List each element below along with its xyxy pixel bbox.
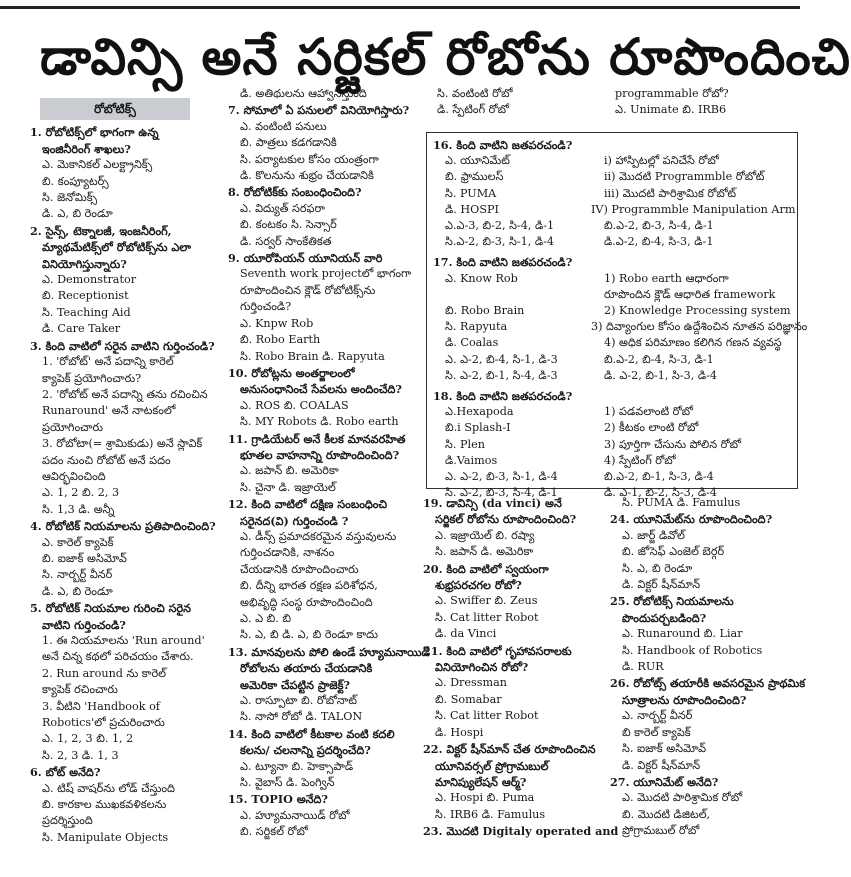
- option-line: సి. ఎ, బి రెండూ: [622, 561, 693, 575]
- answer-option: ఎ.ఎ-3, బి-2, సి-4, డి-1: [445, 219, 555, 233]
- match-right: ii) మొదటి Programmble రోబోట్: [603, 170, 765, 184]
- option-line: గుర్తించండి?: [240, 300, 292, 314]
- option-line: క్యాపెక్ ప్రయోగించారు?: [42, 371, 142, 385]
- answer-option: ఎ. ఎ-2, బి-3, సి-1, డి-4: [445, 470, 558, 484]
- option-line: సి. పర్యాటకుల కోసం యంత్రంగా: [240, 152, 379, 166]
- option-line: ఎ. నార్బర్ట్ వీనర్: [622, 709, 693, 723]
- option-line: బి. సర్జికల్ రోబో: [240, 825, 308, 839]
- question-line: 26. రోబోట్స్ తయారీకి అవసరమైన ప్రాథమిక: [610, 676, 806, 691]
- answer-option: సి. ఎ-2, బి-1, సి-4, డి-3: [445, 368, 558, 382]
- match-row: [433, 453, 791, 469]
- question-line: 24. యూనిమేట్‌ను రూపొందించింది?: [610, 512, 773, 527]
- section-title: రోబోటిక్స్: [40, 98, 190, 120]
- option-line: సి. Cat litter Robot: [435, 709, 539, 723]
- option-line: సి. వంటింటి రోబో: [437, 87, 513, 100]
- option-line: ఎ. ఇజ్రాయెల్ బి. రష్యా: [435, 528, 535, 542]
- option-line: Robotics'లో ప్రచురించారు: [42, 716, 165, 730]
- question-line: శుభ్రపరచగల రోబో?: [435, 578, 522, 593]
- question-line: యూనివర్సల్ ప్రోగ్రామబుల్: [435, 758, 549, 773]
- question-line: 22. విక్టర్ షీన్‌మాన్ చేత రూపొందించిన: [423, 742, 596, 757]
- match-right: 3) పూర్తిగా చేసును పోలిన రోబో: [603, 437, 742, 451]
- question-line: 2. సైన్స్, టెక్నాలజీ, ఇంజనీరింగ్,: [30, 223, 172, 238]
- column-1: [30, 96, 226, 846]
- option-line: సి. Teaching Aid: [42, 305, 131, 319]
- question-line: 8. రోబోటిక్‌కు సంబంధించింది?: [228, 185, 362, 200]
- option-line: ఎ. 1, 2 బి. 2, 3: [42, 486, 120, 500]
- option-line: ఎ. ఎ బి. బి: [240, 612, 291, 625]
- option-line: క్యాపెక్ రచించారు: [42, 683, 118, 697]
- option-line: సి. నాసో రోబో డి. TALON: [240, 710, 363, 724]
- option-line: ఎ. Hospi బి. Puma: [435, 791, 535, 805]
- option-line: Seventh work projectలో భాగంగా: [240, 267, 412, 281]
- match-left: ఎ. యూనిమేట్: [445, 154, 510, 168]
- question-line: మానిప్యులేషన్ ఆర్మ్?: [435, 774, 527, 789]
- match-left: సి. Plen: [445, 437, 485, 451]
- match-left: డి.Vaimos: [445, 453, 498, 467]
- option-line: సి. జపాన్ డి. అమెరికా: [435, 545, 534, 559]
- match-row: [433, 420, 791, 436]
- match-row: [433, 303, 791, 319]
- question-line: 5. రోబోటిక్ నియమాల గురించి సరైన: [30, 601, 191, 616]
- option-line: డి. విక్టర్ షీన్‌మాన్: [622, 578, 701, 592]
- option-line: సి. Handbook of Robotics: [622, 643, 763, 657]
- option-line: డి. ఎ, బి రెండూ: [42, 584, 113, 598]
- option-line: బి. మొదటి డిజిటల్,: [622, 807, 711, 821]
- question-line: వాటిని గుర్తించండి?: [42, 617, 126, 632]
- option-line: 3. రోబోటా(= శ్రామికుడు) అనే స్లావిక్: [42, 437, 203, 451]
- question-line: 14. కింది వాటిలో కీటకాల వంటి కదలి: [228, 726, 395, 741]
- option-line: బి. జోసెఫ్ ఎంజెల్ బెర్గర్: [622, 545, 725, 559]
- option-line: 2. 'రోబోట్ అనే పదాన్ని తను రచించిన: [42, 387, 208, 401]
- option-line: సి. Cat litter Robot: [435, 610, 539, 624]
- option-line: ఎ. మెకానికల్ ఎలక్ట్రానిక్స్: [42, 158, 153, 172]
- answer-options-row: [433, 368, 791, 384]
- question-line: పొందుపర్చబడింది?: [622, 610, 707, 625]
- match-left: బి.i Splash-I: [445, 421, 511, 435]
- option-line: సి. 1,3 డి. అన్నీ: [42, 502, 115, 516]
- option-line: సి. జెనోమిక్స్: [42, 191, 98, 205]
- option-line: బి. పాత్రలు కడగడానికి: [240, 136, 337, 150]
- match-left: డి. Coalas: [445, 336, 499, 350]
- question-line: 15. TOPIO అనేది?: [228, 792, 328, 807]
- answer-option: డి. ఎ-2, బి-1, సి-3, డి-4: [603, 368, 718, 382]
- option-line: సి. ఐజాక్ అసిమోవ్: [622, 742, 707, 756]
- option-line: ఎ. కారెల్ క్యాపెక్: [42, 535, 114, 549]
- question-line: 16. కింది వాటిని జతపరచండి?: [433, 138, 573, 152]
- option-line: సి. IRB6 డి. Famulus: [435, 807, 546, 821]
- option-line: బి కారెల్ క్యాపెక్: [622, 725, 691, 739]
- option-line: డి. Hospi: [435, 725, 484, 739]
- option-line: గుర్తించడానికి, నాశనం: [240, 546, 335, 560]
- match-left: ఎ.Hexapoda: [445, 405, 514, 419]
- question-line: 18. కింది వాటిని జతపరచండి?: [433, 389, 573, 404]
- match-right: 1) Robo earth ఆధారంగా: [603, 271, 729, 285]
- question-line: ఇంజినీరింగ్ శాఖలు?: [42, 141, 131, 156]
- answer-option: బి.ఎ-2, బి-4, సి-3, డి-1: [603, 352, 714, 366]
- option-line: ఎ. రాస్పూటా బి. రోబోనాట్: [240, 694, 357, 708]
- option-line: సి. PUMA డి. Famulus: [622, 496, 741, 509]
- question-line: 21. కింది వాటిలో గృహావసరాలకు: [423, 643, 572, 658]
- match-left: [433, 287, 604, 303]
- option-line: బి. దీన్ని భారత రక్షణ పరిశోధన,: [240, 579, 378, 593]
- option-line: ఎ. Swiffer బి. Zeus: [435, 594, 538, 608]
- match-right: రూపొందిన క్లౌడ్ ఆధారిత framework: [603, 287, 776, 301]
- option-line: చేయడానికి రూపొందించారు: [240, 562, 359, 576]
- option-line: బి. కంప్యూటర్స్: [42, 174, 109, 188]
- question-line: 3. కింది వాటిలో సరైన వాటిని గుర్తించండి?: [30, 338, 215, 353]
- option-line: సి. నార్బర్ట్ వీనర్: [42, 568, 113, 582]
- option-line: పదం నుంచి రోబోట్ అనే పదం: [42, 453, 171, 467]
- option-line: ఎ. హ్యూమనాయిడ్ రోబో: [240, 808, 350, 822]
- question-line: వినియోగిస్తున్నారు?: [42, 256, 127, 271]
- match-row: [433, 404, 791, 420]
- match-right: 4) అధిక పరిమాణం కలిగిన గణన వ్యవస్థ: [603, 336, 782, 350]
- option-line: డి. da Vinci: [435, 627, 497, 641]
- option-line: ప్రోగ్రామబుల్ రోబో: [622, 824, 700, 838]
- match-right: IV) Programmble Manipulation Arm: [591, 202, 796, 216]
- question-line: అమెరికా చేపట్టిన ప్రాజెక్ట్?: [240, 677, 350, 692]
- match-right: iii) మొదటి పారిశ్రామిక రోబోట్: [603, 186, 736, 200]
- option-line: Runaround' అనే నాటకంలో: [42, 404, 176, 418]
- option-line: సి. MY Robots డి. Robo earth: [240, 415, 399, 429]
- option-line: బి. కంటకం సి. సెన్సార్: [240, 218, 337, 232]
- option-line: డి. కొలనును శుభ్రం చేయడానికి: [240, 169, 374, 183]
- option-line: బి. Receptionist: [42, 289, 129, 303]
- option-line: ఎ. Knpw Rob: [240, 316, 314, 330]
- option-line: ఎ. Demonstrator: [42, 273, 137, 287]
- question-line: 1. రోబోటిక్స్‌లో భాగంగా ఉన్న: [30, 125, 159, 140]
- match-right: 2) కీటకం లాంటి రోబో: [603, 421, 699, 435]
- match-left: సి. PUMA: [445, 186, 497, 200]
- answer-options-row: [433, 218, 791, 234]
- column-3-top: [425, 86, 795, 119]
- option-line: డి. స్పేటింగ్ రోబో: [437, 103, 510, 117]
- option-line: డి. విక్టర్ షీన్‌మాన్: [622, 758, 701, 772]
- match-row: [433, 271, 791, 287]
- question-line: సూత్రాలను రూపొందించింది?: [622, 692, 747, 707]
- question-line: 11. గ్రాడియేటర్ అనే కీలక మానవరహిత: [228, 431, 406, 446]
- match-row: [433, 287, 791, 303]
- match-right: 1) పడవలాంటి రోబో: [603, 405, 694, 419]
- question-line: రోబోలను తయారు చేయడానికి: [240, 661, 373, 676]
- option-line: సి. వైబాస్ డి. పెంగ్విన్: [240, 776, 335, 790]
- match-left: ఎ. Know Rob: [445, 271, 518, 285]
- option-line: ప్రదర్శిస్తుంది: [42, 814, 93, 828]
- option-line: ఎ. వంటింటి పనులు: [240, 119, 327, 133]
- answer-options-row: [433, 352, 791, 368]
- question-line: 17. కింది వాటిని జతపరచండి?: [433, 255, 573, 270]
- match-right: 3) దివ్యాంగుల కోసం ఉద్దేశించిన నూతన పరిజ్ఞానం: [591, 320, 808, 334]
- option-line: 3. వీటిని 'Handbook of: [42, 699, 160, 713]
- option-line: బి. కారకాల ముఖకవళికలను: [42, 798, 167, 812]
- option-line: సి. ఎ, బి డి. ఎ, బి రెండూ కాదు: [240, 628, 378, 642]
- match-left: డి. HOSPI: [445, 202, 499, 216]
- match-row: [433, 153, 791, 169]
- answer-options-row: [433, 234, 791, 250]
- question-line: మ్యాథమేటిక్స్‌లో రోబోటిక్స్‌ను ఎలా: [42, 240, 192, 255]
- option-line: అనే చిన్న కథలో పరిచయం చేశారు.: [42, 650, 194, 664]
- question-line: భూతల వాహనాన్ని రూపొందించింది?: [240, 447, 400, 462]
- question-line: 25. రోబోటిక్స్ నియమాలను: [610, 594, 734, 609]
- answer-option: సి. ఎ-2, బి-3, సి-4, డి-1: [445, 486, 558, 500]
- match-row: [433, 335, 791, 351]
- question-line: 20. కింది వాటిలో స్వయంగా: [423, 561, 549, 576]
- question-line: 27. యూనిమేట్ అనేది?: [610, 774, 719, 789]
- question-line: వినియోగించిన రోబో?: [435, 660, 529, 675]
- question-line: సరైనద(వి) గుర్తించండి ?: [240, 513, 349, 528]
- option-line: డి. RUR: [622, 660, 664, 674]
- option-line: ఎ. ROS బి. COALAS: [240, 398, 349, 412]
- answer-option: ఎ. ఎ-2, బి-4, సి-1, డి-3: [445, 352, 558, 366]
- option-line: డి. సర్వర్ సాంకేతికత: [240, 234, 332, 248]
- column-5: [610, 495, 806, 840]
- page-headline: డావిన్సి అనే సర్జికల్ రోబోను రూపొందించి: [40, 28, 851, 86]
- option-line: డి. Care Taker: [42, 322, 121, 336]
- answer-option: డి.ఎ-2, బి-4, సి-3, డి-1: [603, 235, 714, 249]
- option-line: 1. 'రోబోట్' అనే పదాన్ని కారెల్: [42, 355, 174, 369]
- option-line: ఎ. జపాన్ బి. అమెరికా: [240, 464, 339, 478]
- answer-option: బి.ఎ-2, బి-3, సి-4, డి-1: [603, 219, 714, 233]
- option-line: ప్రయోగించారు: [42, 420, 103, 434]
- option-line: ఆవిర్భవించింది: [42, 469, 106, 483]
- option-line: డి. ఎ, బి రెండూ: [42, 207, 113, 221]
- question-line: 12. కింది వాటిలో దక్షిణ సంబంధించి: [228, 497, 388, 512]
- match-left: బి. ఫ్రాములస్: [445, 170, 504, 184]
- question-line: 9. యూరోపియన్ యూనియన్ వారి: [228, 251, 383, 266]
- option-line: సి. 2, 3 డి. 1, 3: [42, 748, 119, 762]
- question-line: 23. మొదటి Digitaly operated and: [423, 824, 619, 839]
- question-line: అనుసంధానించే సేవలను అందించేది?: [240, 382, 402, 397]
- question-line: 13. మానవులను పోలి ఉండే హ్యూమనాయిడ్: [228, 644, 430, 659]
- question-line: సర్జికల్ రోబోను రూపొందించింది?: [435, 512, 577, 527]
- answer-option: బి.ఎ-2, బి-1, సి-3, డి-4: [603, 470, 714, 484]
- match-questions-box: [426, 132, 808, 500]
- option-line: ఎ. ట్యూనా బి. హెక్సాపాడ్: [240, 759, 354, 773]
- option-line: ఎ. జార్జ్ డివోల్: [622, 528, 685, 542]
- option-line: బి. Robo Earth: [240, 333, 321, 347]
- option-line: 1. ఈ నియమాలను 'Run around': [42, 634, 205, 647]
- match-row: [433, 169, 791, 185]
- match-row: [433, 186, 791, 202]
- option-line: ఎ. టిష్ వాషర్‌ను లోడ్ చేస్తుంది: [42, 781, 175, 795]
- option-line: బి. ఐజాక్ అసిమోవ్: [42, 551, 127, 565]
- option-line: ఎ. 1, 2, 3 బి. 1, 2: [42, 732, 134, 746]
- question-line: కలను/ చలనాన్ని ప్రదర్శించేది?: [240, 743, 371, 758]
- option-line: అభివృద్ధి సంస్థ రూపొందించింది: [240, 595, 373, 609]
- match-left: బి. Robo Brain: [445, 304, 525, 318]
- answer-option: డి. ఎ-1, బి-2, సి-3, డి-4: [603, 486, 718, 500]
- column-2: [228, 86, 430, 841]
- match-right: 4) స్పేటింగ్ రోబో: [603, 453, 676, 467]
- option-line: ఎ. మొదటి పారిశ్రామిక రోబో: [622, 791, 743, 805]
- question-line: 10. రోబోట్లను అంతర్జాలంలో: [228, 365, 355, 380]
- match-row: [433, 437, 791, 453]
- question-line: 19. డావిన్సి (da vinci) అనే: [423, 496, 562, 510]
- match-right: i) హాస్పిటల్లో పనిచేసే రోబో: [603, 154, 719, 168]
- option-line: సి. Robo Brain డి. Rapyuta: [240, 349, 385, 363]
- option-line: డి. అతిథులను ఆహ్వానిస్తుంది: [240, 87, 367, 100]
- match-row: [433, 319, 808, 335]
- top-rule: [0, 6, 800, 9]
- option-line: ఎ. విద్యుత్ సరఫరా: [240, 201, 325, 215]
- question-line: 6. బోట్ అనేది?: [30, 765, 101, 780]
- option-line: ఎ. Runaround బి. Liar: [622, 627, 743, 641]
- option-line: ఎ. Unimate బి. IRB6: [615, 103, 727, 117]
- question-line: 4. రోబోటిక్ నియమాలను ప్రతిపాదించింది?: [30, 519, 216, 534]
- match-row: [433, 202, 796, 218]
- option-line: ఎ. డీన్స్ ప్రమాదకరమైన వస్తువులను: [240, 529, 397, 543]
- option-line: సి. చైనా డి. ఇజ్రాయెల్: [240, 480, 336, 494]
- match-left: సి. Rapyuta: [445, 320, 508, 334]
- option-line: సి. Manipulate Objects: [42, 830, 169, 844]
- question-line: 7. సోమాలో ఏ పనులలో వినియోగిస్తారు?: [228, 103, 410, 118]
- option-line: బి. Somabar: [435, 692, 502, 706]
- answer-options-row: [433, 469, 791, 485]
- answer-option: సి.ఎ-2, బి-3, సి-1, డి-4: [445, 235, 555, 249]
- option-line: ఎ. Dressman: [435, 676, 507, 690]
- match-right: 2) Knowledge Processing system: [603, 304, 791, 318]
- option-line: రూపొందించిన క్లౌడ్ రోబోటిక్స్‌ను: [240, 283, 376, 297]
- column-4: [423, 495, 619, 840]
- option-line: 2. Run around ను కారెల్: [42, 666, 167, 680]
- option-line: programmable రోబో?: [615, 87, 729, 100]
